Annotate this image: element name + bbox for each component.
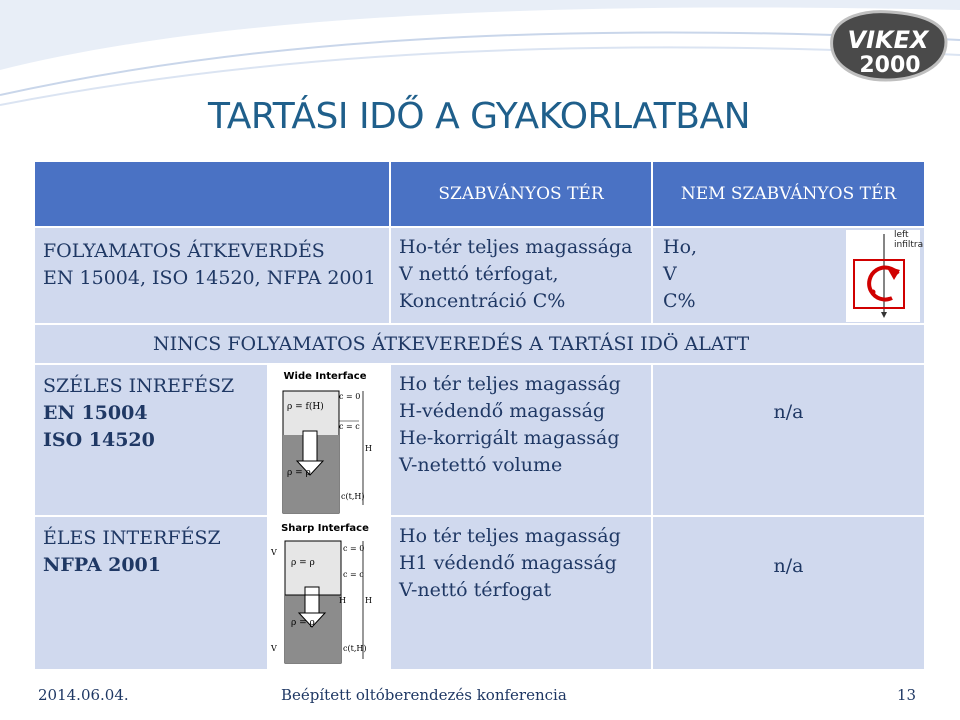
row-label-line1: FOLYAMATOS ÁTKEVERDÉS: [43, 240, 325, 262]
svg-text:ρ = f(H): ρ = f(H): [287, 402, 324, 412]
sharp-label-line: ÉLES INTERFÉSZ: [43, 527, 221, 549]
nonstandard-na: n/a: [773, 555, 804, 577]
svg-text:VIKEX: VIKEX: [847, 26, 929, 54]
nonstandard-line: C%: [663, 290, 696, 312]
wide-label-standard: ISO 14520: [43, 429, 155, 451]
wide-interface-figure: [269, 365, 389, 515]
slide-title: TARTÁSI IDŐ A GYAKORLATBAN: [208, 96, 751, 137]
row-wide-interface-label: [35, 365, 267, 515]
svg-text:c(t,H): c(t,H): [343, 644, 367, 653]
row-continuous-mixing-standard: [391, 228, 651, 323]
standard-line: He-korrigált magasság: [399, 427, 620, 449]
standard-line: H1 védendő magasság: [399, 552, 617, 574]
svg-text:c = c: c = c: [343, 570, 364, 579]
footer-page-number: 13: [897, 686, 917, 704]
standard-line: V nettó térfogat,: [399, 263, 559, 285]
wide-label-line: [43, 427, 267, 454]
sharp-label-standard: NFPA 2001: [43, 554, 161, 576]
sharp-label-line: [43, 552, 267, 579]
svg-text:H: H: [365, 444, 372, 453]
nonstandard-na: n/a: [773, 401, 804, 423]
svg-text:ρ = ρ: ρ = ρ: [291, 558, 315, 568]
vikex-logo: [826, 8, 952, 84]
svg-text:V: V: [271, 644, 277, 653]
header-nonstandard-space: NEM SZABVÁNYOS TÉR: [653, 162, 924, 226]
nonstandard-line: Ho,: [663, 236, 698, 258]
svg-text:H: H: [365, 596, 372, 605]
footer-conference: Beépített oltóberendezés konferencia: [281, 686, 567, 704]
svg-text:ρ = ρ: ρ = ρ: [287, 468, 311, 478]
svg-text:c = 0: c = 0: [343, 544, 365, 553]
row-wide-interface-standard: [391, 365, 651, 515]
svg-text:2000: 2000: [859, 53, 921, 78]
svg-text:H: H: [339, 596, 346, 605]
svg-text:c = 0: c = 0: [339, 392, 361, 401]
row-continuous-mixing-label: [35, 228, 389, 323]
sharp-interface-diagram: [269, 517, 389, 669]
standard-line: H-védendő magasság: [399, 400, 606, 422]
merged-row-note: [35, 325, 924, 363]
side-figure: [846, 230, 924, 322]
side-figure-text2: infiltra: [894, 240, 924, 250]
row-sharp-interface-label: [35, 517, 267, 669]
side-figure-text1: left: [894, 230, 909, 240]
wide-interface-diagram: [269, 365, 389, 515]
merged-row-text: NINCS FOLYAMATOS ÁTKEVEREDÉS A TARTÁSI IDÖ ALATT: [153, 333, 750, 355]
row-wide-interface-nonstandard: [653, 365, 924, 515]
wide-label-standard: EN 15004: [43, 402, 148, 424]
wide-diagram-title: Wide Interface: [283, 371, 367, 382]
row-sharp-interface-nonstandard: [653, 517, 924, 669]
svg-text:V: V: [271, 548, 277, 557]
row-label-line2: EN 15004, ISO 14520, NFPA 2001: [43, 267, 376, 289]
standard-line: Ho tér teljes magasság: [399, 525, 621, 547]
standard-line: V-nettó térfogat: [399, 579, 552, 601]
svg-text:ρ = ρ: ρ = ρ: [291, 618, 315, 628]
wide-label-line: SZÉLES INREFÉSZ: [43, 375, 235, 397]
sharp-diagram-title: Sharp Interface: [281, 523, 369, 534]
svg-text:c = c: c = c: [339, 422, 360, 431]
svg-text:c(t,H): c(t,H): [341, 492, 365, 501]
standard-line: Koncentráció C%: [399, 290, 566, 312]
header-empty-cell: [35, 162, 389, 226]
standard-line: Ho-tér teljes magassága: [399, 236, 633, 258]
footer-date: 2014.06.04.: [38, 686, 129, 704]
wide-label-line: [43, 400, 267, 427]
sharp-interface-figure: [269, 517, 389, 669]
nonstandard-line: V: [663, 263, 677, 285]
header-standard-space: SZABVÁNYOS TÉR: [391, 162, 651, 226]
standard-line: V-netettó volume: [399, 454, 563, 476]
row-sharp-interface-standard: [391, 517, 651, 669]
standard-line: Ho tér teljes magasság: [399, 373, 621, 395]
